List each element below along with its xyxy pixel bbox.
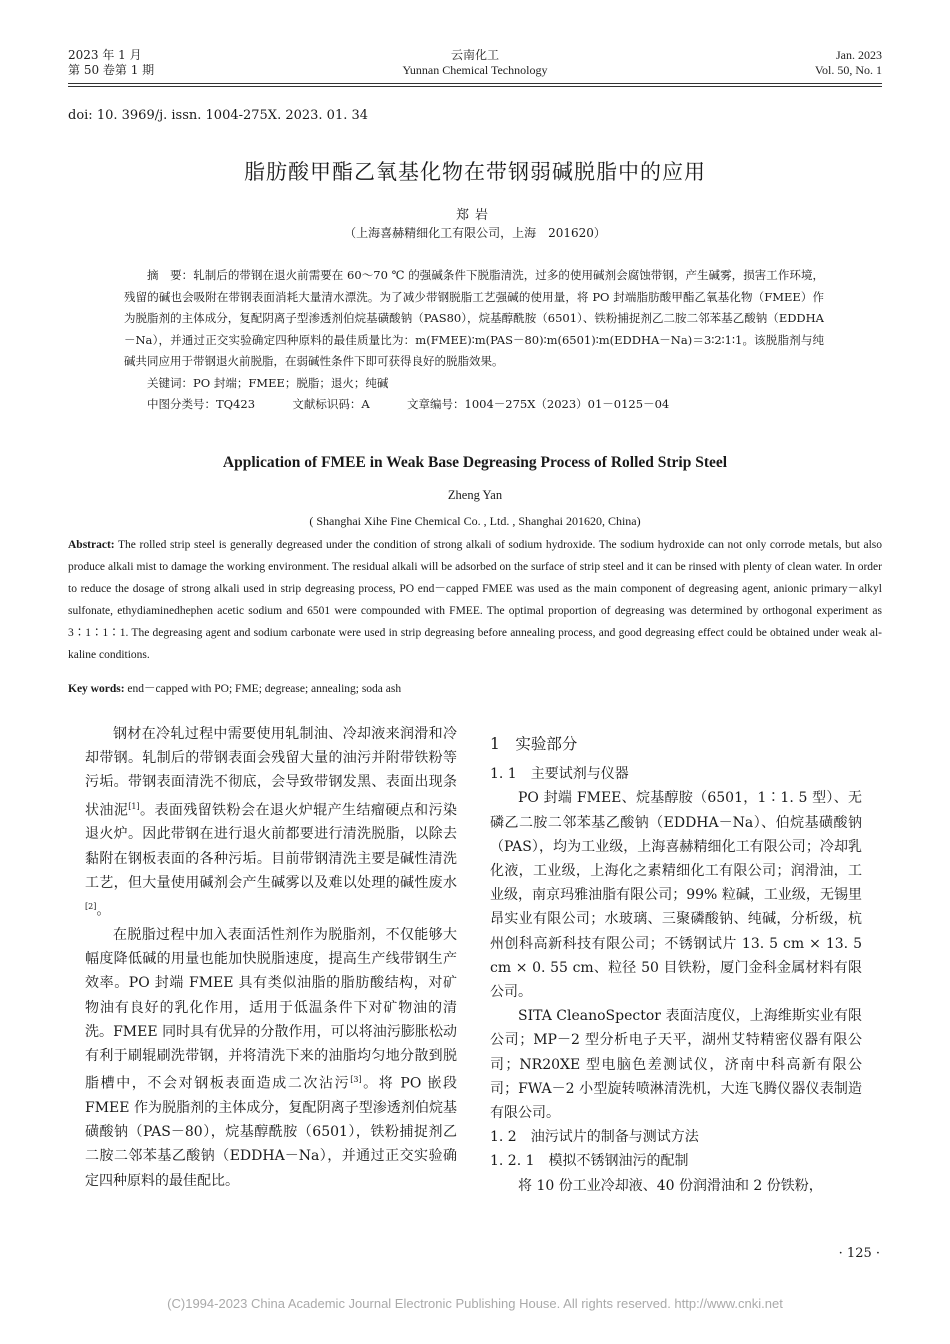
subsection-heading: 1. 2 油污试片的制备与测试方法: [490, 1129, 699, 1146]
header-rule-2: [68, 86, 882, 87]
page-number: · 125 ·: [838, 1246, 880, 1261]
article-number: 文章编号：1004－275X（2023）01－0125－04: [407, 397, 670, 411]
header-volume: 第 50 卷第 1 期: [68, 63, 155, 77]
citation-ref[interactable]: [3]: [350, 1075, 362, 1085]
body-paragraph: [85, 722, 457, 923]
clc-number: 中图分类号：TQ423: [147, 397, 256, 411]
body-right-column: [490, 732, 862, 1198]
paper-title-en: Application of FMEE in Weak Base Degreasing Process of Rolled Strip Steel: [222, 454, 728, 471]
header-date-en: Jan. 2023: [836, 48, 882, 62]
text-segment: 钢材在冷轧过程中需要使用轧制油、冷却液来润滑和冷却带钢。轧制后的带钢表面会残留大量的油污并附带铁粉等污垢。带钢表面清洗不彻底，会导致带钢发黑、表面出现条状油泥: [85, 726, 457, 819]
journal-name-cn: 云南化工: [450, 48, 499, 62]
header-rule: [68, 83, 882, 84]
text-segment: 。将 PO 嵌段 FMEE 作为脱脂剂的主体成分，复配阴离子型渗透剂伯烷基磺酸钠（PAS－80），烷基醇酰胺（6501），铁粉捕捉剂乙二胺二邻苯基乙酸钠（EDDHA－Na），并通过正交实验确定四种原料的最佳配比。: [85, 1075, 457, 1189]
text-segment: 。: [96, 902, 111, 919]
keywords-en-block: [68, 680, 882, 696]
header-right: [815, 48, 882, 78]
classification-line: [124, 394, 824, 416]
header-date: 2023 年 1 月: [68, 48, 142, 62]
author-cn: 郑岩: [455, 208, 494, 223]
body-paragraph: PO 封端 FMEE、烷基醇胺（6501，1∶1. 5 型）、无磷乙二胺二邻苯基乙酸钠（EDDHA－Na）、伯烷基磺酸钠（PAS），均为工业级，上海喜赫精细化工有限公司；冷却乳化液，工业级，上海化之素精细化工有限公司；润滑油，工业级，南京玛雅油脂有限公司；99% 粒碱，工业级，无锡里昂实业有限公司；水玻璃、三聚磷酸钠、纯碱，分析级，杭州创科高新科技有限公司；不锈钢试片 13. 5 cm × 13. 5 cm × 0. 55 cm、粒径 50 目铁粉，厦门金科金属材料有限公司。: [490, 790, 862, 1001]
section-heading: 1 实验部分: [490, 735, 578, 753]
abstract-cn-block: [124, 265, 824, 416]
body-paragraph: 将 10 份工业冷却液、40 份润滑油和 2 份铁粉，: [518, 1177, 823, 1194]
copyright-footer: (C)1994-2023 China Academic Journal Electronic Publishing House. All rights reserved. http://www.cnki.net: [167, 1296, 783, 1311]
paper-title-cn: 脂肪酸甲酯乙氧基化物在带钢弱碱脱脂中的应用: [244, 160, 706, 184]
keywords-cn: 关键词：PO 封端；FMEE；脱脂；退火；纯碱: [147, 375, 389, 390]
subsection-heading: 1. 1 主要试剂与仪器: [490, 766, 629, 783]
affiliation-en: ( Shanghai Xihe Fine Chemical Co. , Ltd. , Shanghai 201620, China): [309, 514, 641, 528]
abstract-en-label: Abstract:: [68, 539, 115, 551]
abstract-en: The rolled strip steel is generally degreased under the condition of strong alkali of sodium hydroxide. The sodium hydroxide can not only corrode metals, but also produce alkali mist to damage the working environment. The residual alkali will be adsorbed on the surface of strip steel and it can be rinsed with plenty of clean water. In order to reduce the dosage of strong alkali used in strip degreasing process, PO end－capped FMEE was used as the main component of degreasing agent, anionic primary－alkyl sulfonate, ethydiaminedhephen acetic sodium and 6501 were compounded with FMEE. The optimal proportion of degreasing was determined by orthogonal experiment as 3∶1∶1∶1. The degreasing agent and sodium carbonate were used in strip degreasing before annealing process, and good degreasing effect could be obtained under weak al-kaline conditions.: [68, 539, 882, 661]
citation-ref[interactable]: [2]: [85, 902, 97, 912]
subsubsection-heading: 1. 2. 1 模拟不锈钢油污的配制: [490, 1153, 689, 1170]
body-paragraph: SITA CleanoSpector 表面洁度仪，上海维斯实业有限公司；MP－2 型分析电子天平，湖州艾特精密仪器有限公司；NR20XE 型电脑色差测试仪，济南中科高新有限公司；FWA－2 小型旋转喷淋清洗机，大连飞腾仪器仪表制造有限公司。: [490, 1008, 862, 1122]
affiliation-cn: （上海喜赫精细化工有限公司，上海 201620）: [344, 226, 606, 240]
text-segment: 。表面残留铁粉会在退火炉辊产生结瘤硬点和污染退火炉。因此带钢在进行退火前都要进行清洗脱脂，以除去黏附在钢板表面的各种污垢。目前带钢清洗主要是碱性清洗工艺，但大量使用碱剂会产生碱雾以及难以处理的碱性废水: [85, 802, 458, 891]
header-center: [0, 48, 950, 78]
citation-ref[interactable]: [1]: [128, 801, 140, 811]
keywords-en: end－capped with PO; FME; degrease; annealing; soda ash: [127, 683, 402, 695]
body-paragraph: [85, 923, 457, 1193]
header-volume-en: Vol. 50, No. 1: [814, 63, 882, 77]
author-en: Zheng Yan: [447, 488, 503, 502]
abstract-cn: 摘 要：轧制后的带钢在退火前需要在 60～70 ℃ 的强碱条件下脱脂清洗，过多的使用碱剂会腐蚀带钢，产生碱雾，损害工作环境，残留的碱也会吸附在带钢表面消耗大量清水漂洗。为了减少带钢脱脂工艺强碱的使用量，将 PO 封端脂肪酸甲酯乙氧基化物（FMEE）作为脱脂剂的主体成分，复配阴离子型渗透剂伯烷基磺酸钠（PAS80），烷基醇酰胺（6501）、铁粉捕捉剂乙二胺二邻苯基乙酸钠（EDDHA－Na），并通过正交实验确定四种原料的最佳质量比为：m(FMEE)∶m(PAS－80)∶m(6501)∶m(EDDHA－Na)＝3∶2∶1∶1。该脱脂剂与纯碱共同应用于带钢退火前脱脂，在弱碱性条件下即可获得良好的脱脂效果。: [124, 268, 824, 368]
abstract-en-block: [68, 534, 882, 666]
doi[interactable]: doi: 10. 3969/j. issn. 1004-275X. 2023. 01. 34: [68, 108, 369, 123]
text-segment: 在脱脂过程中加入表面活性剂作为脱脂剂，不仅能够大幅度降低碱的用量也能加快脱脂速度，提高生产线带钢生产效率。PO 封端 FMEE 具有类似油脂的脂肪酸结构，对矿物油有良好的乳化作用，适用于低温条件下对矿物油的清洗。FMEE 同时具有优异的分散作用，可以将油污膨胀松动有利于刷辊刷洗带钢，并将清洗下来的油脂均匀地分散到脱脂槽中，不会对钢板表面造成二次沾污: [85, 926, 457, 1092]
keywords-en-label: Key words:: [68, 683, 125, 695]
journal-name-en: Yunnan Chemical Technology: [402, 63, 548, 77]
body-left-column: [85, 722, 457, 1193]
doc-code: 文献标识码：A: [292, 397, 370, 411]
